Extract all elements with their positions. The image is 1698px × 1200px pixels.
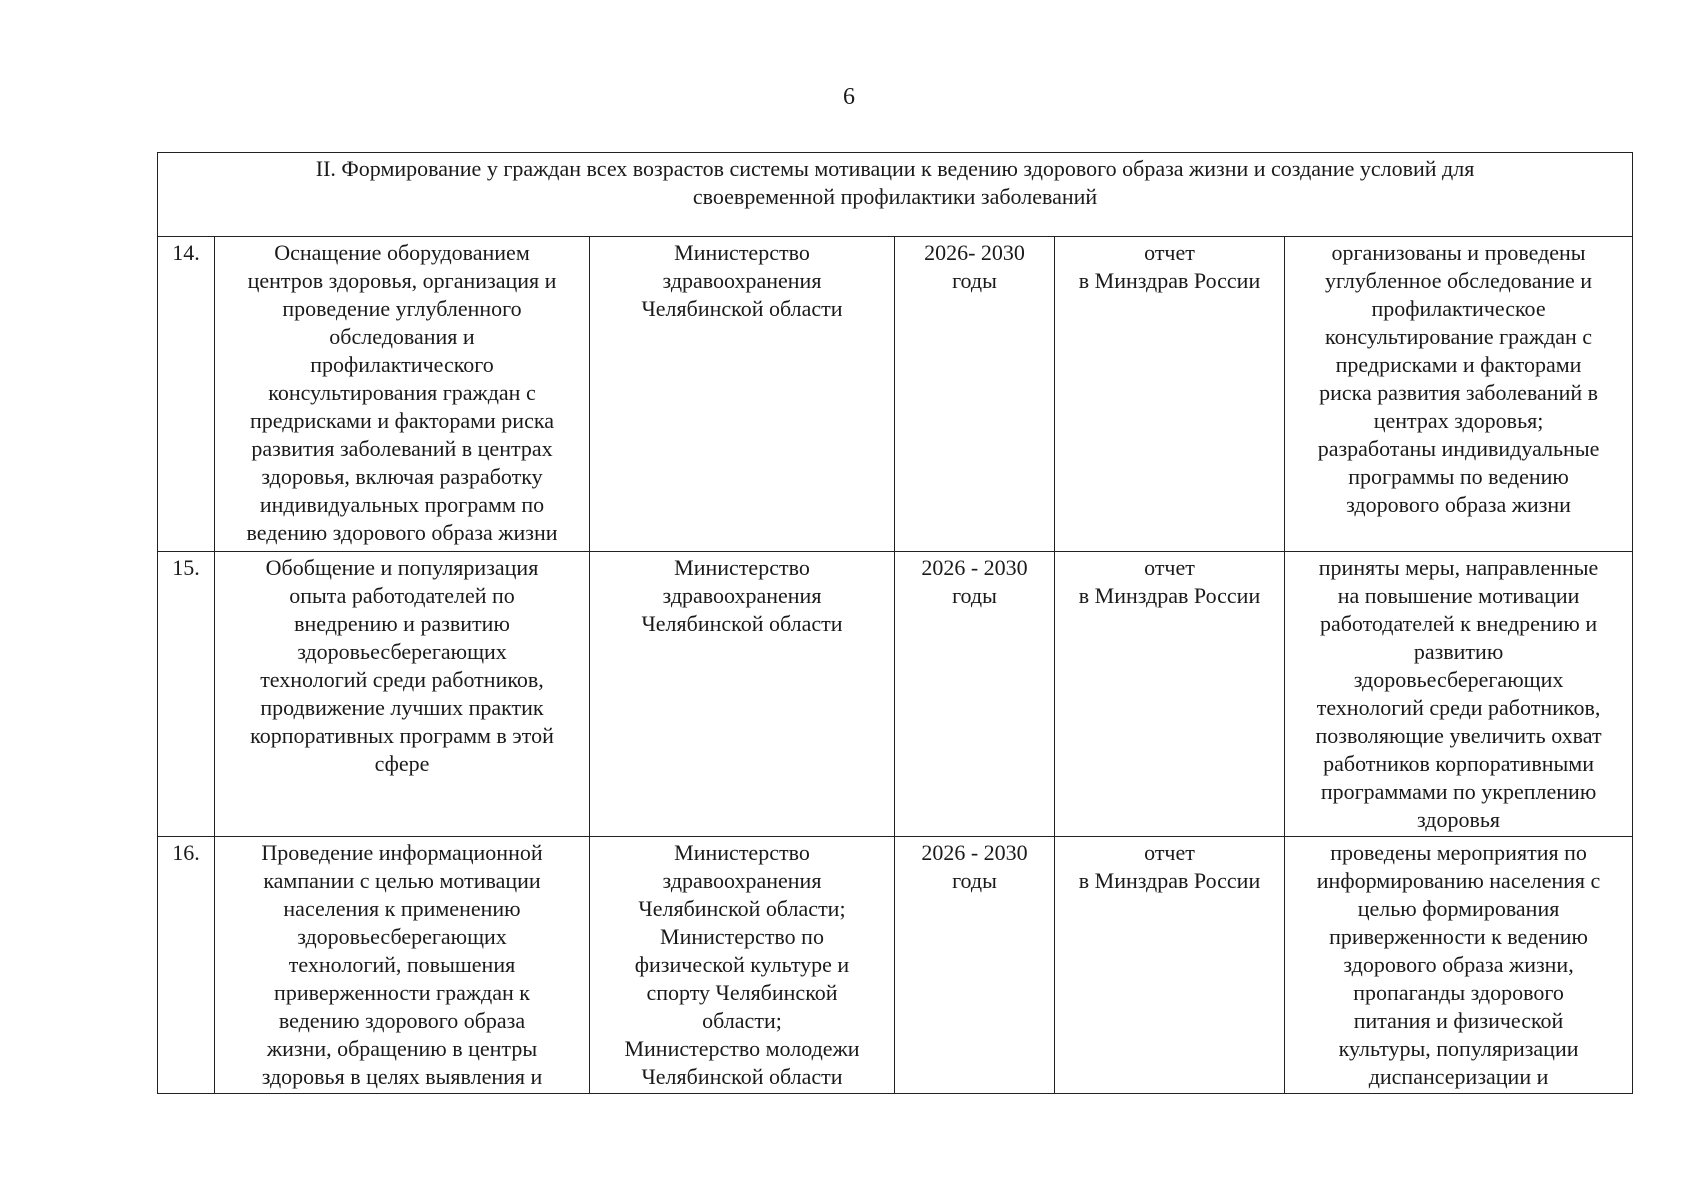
result-line: пропаганды здорового	[1353, 980, 1564, 1005]
measure-line: здоровья, включая разработку	[261, 464, 543, 489]
measure-line: ведению здорового образа жизни	[246, 520, 558, 545]
report-cell	[1055, 237, 1285, 552]
executor-cell	[590, 237, 895, 552]
period-line: годы	[952, 868, 997, 893]
report-cell	[1055, 837, 1285, 1094]
row-number: 16.	[158, 837, 215, 1094]
measure-line: здоровья в целях выявления и	[261, 1064, 543, 1089]
result-line: программами по укреплению	[1320, 779, 1597, 804]
executor-line: физической культуре и	[634, 952, 850, 977]
measure-line: технологий среди работников,	[260, 667, 544, 692]
result-line: культуры, популяризации	[1338, 1036, 1579, 1061]
result-line: целью формирования	[1357, 896, 1560, 921]
executor-line: Министерство по	[660, 924, 824, 949]
result-line: здоровьесберегающих	[1353, 667, 1564, 692]
measure-line: предрисками и факторами риска	[250, 408, 554, 433]
result-cell	[1285, 237, 1633, 552]
period-line: годы	[952, 583, 997, 608]
period-cell	[895, 237, 1055, 552]
result-cell	[1285, 552, 1633, 837]
result-line: здорового образа жизни,	[1343, 952, 1574, 977]
measure-line: внедрению и развитию	[294, 611, 510, 636]
measure-line: здоровьесберегающих	[297, 639, 507, 664]
result-line: углубленное обследование и	[1324, 268, 1593, 293]
measure-line: профилактического	[310, 352, 494, 377]
measure-line: ведению здорового образа	[278, 1008, 526, 1033]
report-cell	[1055, 552, 1285, 837]
measure-line: населения к применению	[283, 896, 521, 921]
measure-line: кампании с целью мотивации	[263, 868, 541, 893]
result-line: на повышение мотивации	[1337, 583, 1580, 608]
measure-line: технологий, повышения	[288, 952, 516, 977]
executor-line: Министерство молодежи	[624, 1036, 860, 1061]
measure-line: консультирования граждан с	[268, 380, 536, 405]
measure-line: развития заболеваний в центрах	[251, 436, 553, 461]
result-line: организованы и проведены	[1331, 240, 1586, 265]
executor-line: здравоохранения	[662, 268, 822, 293]
row-number: 14.	[158, 237, 215, 552]
report-line: отчет	[1144, 555, 1195, 580]
executor-line: здравоохранения	[662, 868, 822, 893]
measure-line: корпоративных программ в этой	[250, 723, 554, 748]
executor-line: спорту Челябинской	[646, 980, 838, 1005]
measure-line: обследования и	[329, 324, 475, 349]
plan-table	[157, 152, 1633, 1094]
period-line: 2026 - 2030	[921, 555, 1028, 580]
executor-cell	[590, 837, 895, 1094]
measure-line: проведение углубленного	[282, 296, 522, 321]
result-line: проведены мероприятия по	[1330, 840, 1587, 865]
result-line: здоровья	[1417, 807, 1501, 832]
executor-line: Министерство	[674, 240, 810, 265]
measure-line: сфере	[374, 751, 430, 776]
period-line: 2026- 2030	[924, 240, 1025, 265]
result-line: работодателей к внедрению и	[1319, 611, 1598, 636]
period-line: годы	[952, 268, 997, 293]
report-line: отчет	[1144, 240, 1195, 265]
executor-line: Челябинской области	[641, 1064, 843, 1089]
page-number: 6	[843, 84, 855, 110]
measure-line: Обобщение и популяризация	[265, 555, 539, 580]
result-line: диспансеризации и	[1368, 1064, 1549, 1089]
result-line: приняты меры, направленные	[1318, 555, 1599, 580]
report-line: в Минздрав России	[1078, 583, 1261, 608]
result-cell	[1285, 837, 1633, 1094]
result-line: предрисками и факторами	[1335, 352, 1582, 377]
result-line: центрах здоровья;	[1373, 408, 1544, 433]
measure-line: жизни, обращению в центры	[266, 1036, 538, 1061]
measure-cell	[215, 837, 590, 1094]
result-line: технологий среди работников,	[1316, 695, 1601, 720]
period-cell	[895, 552, 1055, 837]
result-line: консультирование граждан с	[1325, 324, 1593, 349]
measure-line: опыта работодателей по	[289, 583, 515, 608]
executor-line: Челябинской области;	[638, 896, 846, 921]
result-line: позволяющие увеличить охват	[1315, 723, 1602, 748]
measure-line: Проведение информационной	[261, 840, 543, 865]
measure-cell	[215, 237, 590, 552]
measure-line: индивидуальных программ по	[259, 492, 545, 517]
executor-line: Челябинской области	[641, 611, 843, 636]
section-title	[158, 153, 1633, 237]
measure-line: здоровьесберегающих	[297, 924, 507, 949]
executor-line: Министерство	[674, 840, 810, 865]
result-line: развитию	[1413, 639, 1504, 664]
result-line: риска развития заболеваний в	[1319, 380, 1599, 405]
period-line: 2026 - 2030	[921, 840, 1028, 865]
result-line: программы по ведению	[1348, 464, 1569, 489]
table-row	[158, 552, 1633, 837]
result-line: работников корпоративными	[1323, 751, 1594, 776]
table-row	[158, 837, 1633, 1094]
result-line: профилактическое	[1371, 296, 1546, 321]
result-line: приверженности к ведению	[1329, 924, 1588, 949]
report-line: отчет	[1144, 840, 1195, 865]
section-title-line: II. Формирование у граждан всех возрастов системы мотивации к ведению здорового образа жизни и создание условий для	[315, 156, 1475, 181]
result-line: здорового образа жизни	[1346, 492, 1571, 517]
section-title-line: своевременной профилактики заболеваний	[692, 184, 1098, 209]
measure-line: продвижение лучших практик	[260, 695, 544, 720]
executor-line: Министерство	[674, 555, 810, 580]
executor-cell	[590, 552, 895, 837]
measure-line: приверженности граждан к	[274, 980, 530, 1005]
measure-line: Оснащение оборудованием	[274, 240, 530, 265]
report-line: в Минздрав России	[1078, 268, 1261, 293]
row-number: 15.	[158, 552, 215, 837]
executor-line: области;	[702, 1008, 782, 1033]
result-line: информированию населения с	[1316, 868, 1601, 893]
table-row	[158, 237, 1633, 552]
result-line: питания и физической	[1353, 1008, 1564, 1033]
period-cell	[895, 837, 1055, 1094]
result-line: разработаны индивидуальные	[1317, 436, 1600, 461]
report-line: в Минздрав России	[1078, 868, 1261, 893]
executor-line: Челябинской области	[641, 296, 843, 321]
section-header-row	[158, 153, 1633, 237]
executor-line: здравоохранения	[662, 583, 822, 608]
measure-line: центров здоровья, организация и	[247, 268, 557, 293]
measure-cell	[215, 552, 590, 837]
